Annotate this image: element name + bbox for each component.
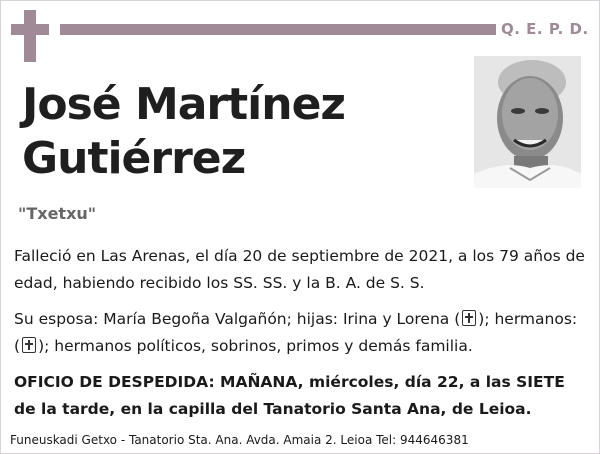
qepd-label: Q. E. P. D. [501, 20, 589, 38]
service-details: OFICIO DE DESPEDIDA: MAÑANA, miércoles, día 22, a las SIETE de la tarde, en la capilla del Tanatorio Santa Ana, de Leioa. [14, 373, 565, 418]
deceased-name [22, 78, 462, 186]
header-divider-bar [60, 24, 496, 35]
name-line-1: José Martínez [22, 79, 346, 130]
cross-icon [22, 337, 36, 353]
family-text-b: ); hermanos: ( [14, 310, 578, 355]
latin-cross-icon [11, 10, 49, 62]
name-line-2: Gutiérrez [22, 133, 246, 184]
family-text-c: ); hermanos políticos, sobrinos, primos y demás familia. [38, 337, 473, 355]
funeral-home-footer: Funeuskadi Getxo - Tanatorio Sta. Ana. Avda. Amaia 2. Leioa Tel: 944646381 [10, 433, 469, 447]
death-announcement: Falleció en Las Arenas, el día 20 de septiembre de 2021, a los 79 años de edad, habiendo recibido los SS. SS. y la B. A. de S. S. [14, 247, 585, 292]
deceased-photo [474, 56, 581, 188]
deceased-alias: "Txetxu" [18, 204, 97, 223]
family-listing [14, 306, 586, 360]
family-text-a: Su esposa: María Begoña Valgañón; hijas: Irina y Lorena ( [14, 310, 461, 328]
cross-icon [462, 310, 476, 326]
